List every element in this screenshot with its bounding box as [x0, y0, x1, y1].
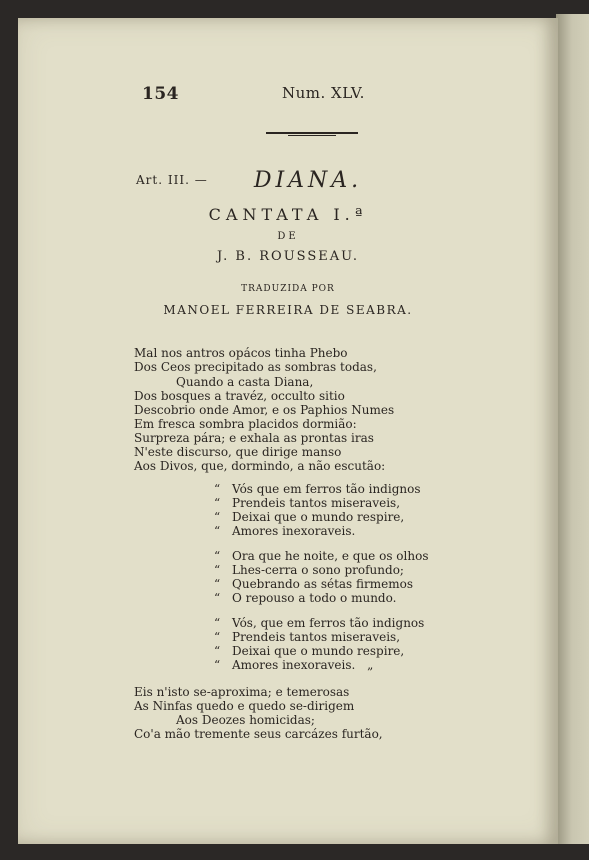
author-name: J. B. ROUSSEAU. [216, 249, 360, 264]
poem-line: As Ninfas quedo e quedo se-dirigem [134, 699, 355, 713]
song-line [214, 591, 396, 605]
song-line [214, 577, 413, 591]
song-text: Vós que em ferros tão indignos [232, 482, 421, 496]
song-text: Vós, que em ferros tão indignos [232, 616, 425, 630]
quote-mark: “ [214, 549, 221, 563]
translated-by-label: TRADUZIDA POR [241, 284, 335, 294]
song-text: Ora que he noite, e que os olhos [232, 549, 429, 563]
quote-mark: “ [214, 577, 221, 591]
song-line [214, 616, 424, 630]
ornamental-rule [266, 132, 358, 134]
song-text: Quebrando as sétas firmemos [232, 577, 414, 591]
song-text: Amores inexoraveis. [232, 658, 356, 672]
song-text: Prendeis tantos miseraveis, [232, 496, 401, 510]
song-line [214, 549, 428, 563]
quote-mark: “ [214, 496, 221, 510]
quote-mark: “ [214, 616, 221, 630]
poem-line: Aos Deozes homicidas; [176, 713, 315, 727]
poem-line: Dos Ceos precipitado as sombras todas, [134, 360, 377, 374]
quote-mark: “ [214, 658, 221, 672]
poem-line: Aos Divos, que, dormindo, a não escutão: [134, 459, 386, 473]
poem-line: N'este discurso, que dirige manso [134, 445, 342, 459]
article-label: Art. III. — [136, 173, 208, 187]
song-text: Lhes-cerra o sono profundo; [232, 563, 404, 577]
song-line [214, 630, 400, 644]
quote-mark: “ [214, 644, 221, 658]
poem-line: Surpreza pára; e exhala as prontas iras [134, 431, 374, 445]
quote-mark: “ [214, 591, 221, 605]
song-line [214, 510, 404, 524]
song-line [214, 524, 355, 538]
song-line [214, 482, 421, 496]
song-text: Amores inexoraveis. [232, 524, 356, 538]
poem-line: Em fresca sombra placidos dormião: [134, 417, 357, 431]
issue-number: Num. XLV. [282, 84, 365, 102]
facing-page-edge [556, 14, 589, 844]
quote-mark: “ [214, 563, 221, 577]
quote-mark: “ [214, 510, 221, 524]
book-page [18, 18, 558, 844]
quote-mark: “ [214, 524, 221, 538]
page-number: 154 [142, 84, 179, 104]
song-text: O repouso a todo o mundo. [232, 591, 397, 605]
poem-line: Co'a mão tremente seus carcázes furtão, [134, 727, 383, 741]
song-text: Deixai que o mundo respire, [232, 644, 405, 658]
translator-name: MANOEL FERREIRA DE SEABRA. [163, 303, 413, 317]
article-subtitle: CANTATA I.ª [208, 205, 368, 224]
poem-line: Quando a casta Diana, [176, 375, 314, 389]
song-text: Deixai que o mundo respire, [232, 510, 405, 524]
song-line [214, 496, 400, 510]
song-line [214, 563, 404, 577]
de-label: DE [277, 231, 299, 242]
close-quote-mark: „ [367, 658, 374, 672]
song-line [214, 658, 373, 672]
poem-line: Dos bosques a travéz, occulto sitio [134, 389, 345, 403]
ornamental-rule-thin [288, 135, 336, 136]
quote-mark: “ [214, 482, 221, 496]
song-text: Prendeis tantos miseraveis, [232, 630, 401, 644]
song-line [214, 644, 404, 658]
poem-line: Descobrio onde Amor, e os Paphios Numes [134, 403, 395, 417]
quote-mark: “ [214, 630, 221, 644]
article-title: DIANA. [253, 168, 363, 193]
poem-line: Mal nos antros opácos tinha Phebo [134, 346, 348, 360]
poem-line: Eis n'isto se-aproxima; e temerosas [134, 685, 350, 699]
